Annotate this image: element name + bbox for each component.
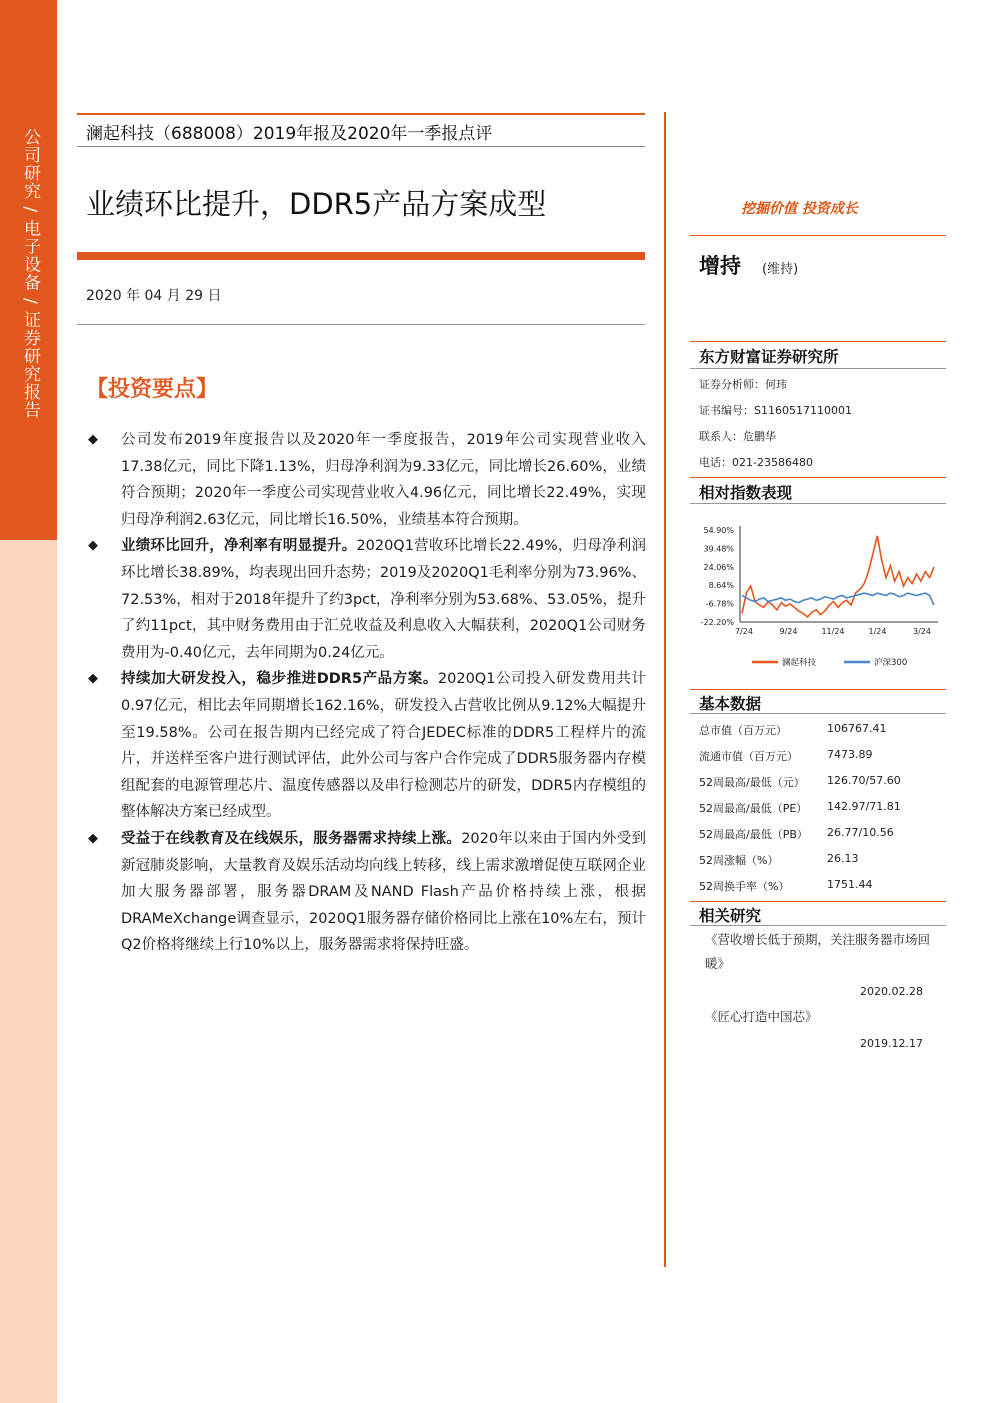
rating-rule [690,235,946,236]
row-key: 52周换手率（%） [699,880,790,893]
sidebar-band-light [0,540,57,1403]
section-rule [690,341,946,342]
certificate-no: 证书编号：S1160517110001 [699,404,852,417]
section-rule [690,925,946,926]
section-heading: 【投资要点】 [86,376,219,402]
company-line: 澜起科技（688008）2019年报及2020年一季报点评 [86,124,493,144]
rating-sub: (维持) [762,262,799,277]
row-value: 26.77/10.56 [827,826,894,839]
investment-point [86,826,646,959]
x-tick-label: 9/24 [779,627,798,636]
phone: 电话：021-23586480 [699,456,813,469]
divider [77,324,645,325]
point-text: 2020Q1公司投入研发费用共计0.97亿元，相比去年同期增长162.16%，研发投入占营收比例从9.12%大幅提升至19.58%。公司在报告期内已经完成了符合JEDEC标准的DDR5工程样片的流片，并送样至客户进行测试评估，此外公司与客户合作完成了DDR5服务器内存模组配套的电源管理芯片、温度传感器以及串行检测芯片的研发，DDR5内存模组的整体解决方案已经成型。 [121,671,646,821]
point-text: 2020年以来由于国内外受到新冠肺炎影响，大量教育及娱乐活动均向线上转移，线上需求激增促使互联网企业加大服务器部署，服务器DRAM及NAND Flash产品价格持续上涨，根据DRAMeXchange调查显示，2020Q1服务器存储价格同比上涨在10%左右，预计Q2价格将继续上行10%以上，服务器需求将保持旺盛。 [121,830,646,954]
relative-index-chart [694,518,946,678]
title-bar [77,252,645,260]
slogan: 挖掘价值 投资成长 [741,201,858,217]
row-key: 总市值（百万元） [699,724,787,737]
investment-point [86,666,646,826]
y-tick-label: 24.06% [703,562,734,572]
row-value: 1751.44 [827,878,873,891]
contact: 联系人：危鹏华 [699,430,776,443]
diamond-bullet-icon: ◆ [88,432,98,447]
legend-label: 沪深300 [874,658,908,668]
point-lead: 受益于在线教育及在线娱乐，服务器需求持续上涨。 [121,830,462,847]
point-text: 2020Q1营收环比增长22.49%，归母净利润环比增长38.89%，均表现出回升态势；2019及2020Q1毛利率分别为73.96%、72.53%，相对于2018年提升了约3pct，净利率分别为53.68%、53.05%，提升了约11pct，其中财务费用由于汇兑收益及利息收入大幅获利，2020Q1公司财务费用为-0.40亿元，去年同期为0.24亿元。 [121,538,647,661]
investment-points [86,427,646,959]
diamond-bullet-icon: ◆ [88,830,98,846]
row-value: 7473.89 [827,748,873,761]
investment-point [86,533,646,666]
sidebar-category-label: 公司研究 / 电子设备 / 证券研究报告 [20,128,40,420]
page-title: 业绩环比提升，DDR5产品方案成型 [86,187,547,221]
header-rule [77,113,645,115]
row-value: 142.97/71.81 [827,800,901,813]
row-value: 126.70/57.60 [827,774,901,787]
diamond-bullet-icon: ◆ [88,671,98,687]
section-rule [690,368,946,369]
institute-name: 东方财富证券研究所 [699,348,839,366]
section-rule [690,689,946,690]
point-lead: 持续加大研发投入，稳步推进DDR5产品方案。 [121,671,438,688]
basic-data-heading: 基本数据 [699,695,762,713]
chart-svg [694,518,946,678]
column-divider [664,112,666,1267]
x-tick-label: 11/24 [821,627,845,636]
section-rule [690,503,946,504]
related-research-heading: 相关研究 [699,907,762,925]
section-rule [690,477,946,478]
y-tick-label: -22.20% [700,618,734,627]
related-report-date: 2020.02.28 [860,985,923,998]
row-key: 52周最高/最低（元） [699,776,805,789]
row-key: 52周最高/最低（PB） [699,828,808,841]
x-tick-label: 3/24 [913,627,931,636]
row-key: 流通市值（百万元） [699,750,798,763]
section-rule [690,713,946,714]
analyst: 证券分析师：何玮 [699,378,787,391]
point-text: 公司发布2019年度报告以及2020年一季度报告，2019年公司实现营业收入17.38亿元，同比下降1.13%，归母净利润为9.33亿元，同比增长26.60%，业绩符合预期；2020年一季度公司实现营业收入4.96亿元，同比增长22.49%，实现归母净利润2.63亿元，同比增长16.50%，业绩基本符合预期。 [121,432,646,528]
y-tick-label: 54.90% [703,526,734,535]
y-tick-label: 39.48% [703,544,734,554]
series-line [742,536,934,617]
row-key: 52周最高/最低（PE） [699,802,808,815]
diamond-bullet-icon: ◆ [88,538,98,554]
legend-label: 澜起科技 [782,658,817,668]
row-key: 52周涨幅（%） [699,854,779,867]
report-date: 2020 年 04 月 29 日 [86,288,222,304]
section-rule [690,901,946,902]
row-value: 106767.41 [827,722,887,735]
related-report-title[interactable]: 《匠心打造中国芯》 [705,1009,818,1024]
y-tick-label: 8.64% [708,581,734,591]
x-tick-label: 7/24 [735,627,753,636]
related-report-date: 2019.12.17 [860,1037,923,1050]
relative-index-heading: 相对指数表现 [699,484,793,502]
row-value: 26.13 [827,852,859,865]
x-tick-label: 1/24 [868,627,887,636]
rating: 增持 [699,254,741,278]
header-rule [77,146,645,147]
investment-point [86,427,646,533]
y-tick-label: -6.78% [705,599,734,609]
related-report-title[interactable]: 《营收增长低于预期，关注服务器市场回暖》 [705,932,931,971]
point-lead: 业绩环比回升，净利率有明显提升。 [121,538,357,555]
